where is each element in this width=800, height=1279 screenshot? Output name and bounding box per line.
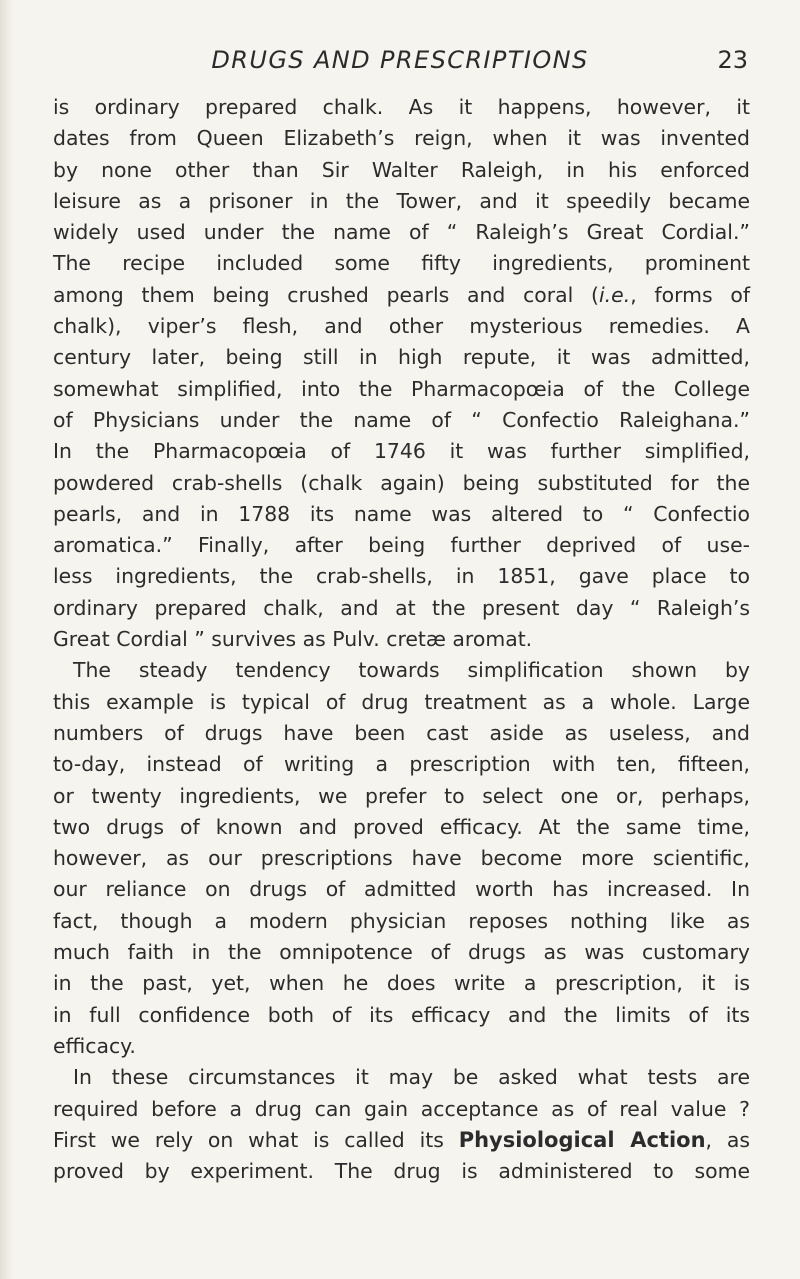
paragraph-start-line: In these circumstances it may be asked what tests are <box>73 1065 750 1090</box>
text-line: efficacy. <box>53 1033 136 1058</box>
text-line: two drugs of known and proved efficacy. At the same time, <box>53 814 750 839</box>
text-line: this example is typical of drug treatment as a whole. Large <box>53 689 750 714</box>
text-fragment: First we rely on what is called its <box>53 1127 459 1152</box>
text-line: in the past, yet, when he does write a prescription, it is <box>53 971 750 996</box>
text-line: powdered crab-shells (chalk again) being substituted for the <box>53 470 750 495</box>
text-line-with-bold <box>53 1125 750 1156</box>
text-line: The recipe included some fifty ingredients, prominent <box>53 251 750 276</box>
text-fragment: , forms of <box>630 282 750 307</box>
text-line: proved by experiment. The drug is administered to some <box>53 1159 750 1184</box>
text-line: aromatica.” Finally, after being further deprived of use- <box>53 533 750 558</box>
text-line: to-day, instead of writing a prescription with ten, fifteen, <box>53 752 750 777</box>
text-line: pearls, and in 1788 its name was altered to “ Confectio <box>53 501 750 526</box>
text-line: widely used under the name of “ Raleigh’s Great Cordial.” <box>53 220 750 245</box>
text-fragment: among them being crushed pearls and coral ( <box>53 282 600 307</box>
text-line: less ingredients, the crab-shells, in 1851, gave place to <box>53 564 750 589</box>
text-line: century later, being still in high repute, it was admitted, <box>53 345 750 370</box>
text-line: ordinary prepared chalk, and at the present day “ Raleigh’s <box>53 595 750 620</box>
page-header <box>52 46 748 82</box>
page-number: 23 <box>717 46 748 74</box>
text-line: chalk), viper’s flesh, and other mysterious remedies. A <box>53 314 750 339</box>
text-line-with-italic <box>53 280 750 311</box>
body-text <box>53 92 750 1187</box>
text-line: dates from Queen Elizabeth’s reign, when it was invented <box>53 126 750 151</box>
text-line: of Physicians under the name of “ Confectio Raleighana.” <box>53 407 750 432</box>
bold-term: Physiological Action <box>458 1127 706 1152</box>
text-line: by none other than Sir Walter Raleigh, in his enforced <box>53 157 750 182</box>
text-line: Great Cordial ” survives as Pulv. cretæ aromat. <box>53 627 533 652</box>
text-line: in full confidence both of its efficacy and the limits of its <box>53 1002 750 1027</box>
text-line: somewhat simplified, into the Pharmacopœia of the College <box>53 376 750 401</box>
running-head: DRUGS AND PRESCRIPTIONS <box>211 46 589 74</box>
text-line: is ordinary prepared chalk. As it happens, however, it <box>53 95 750 119</box>
text-line: much faith in the omnipotence of drugs as was customary <box>53 940 750 965</box>
paragraph-start-line: The steady tendency towards simplification shown by <box>73 658 750 683</box>
text-line: fact, though a modern physician reposes nothing like as <box>53 908 750 933</box>
text-line: leisure as a prisoner in the Tower, and it speedily became <box>53 188 750 213</box>
text-line: or twenty ingredients, we prefer to select one or, perhaps, <box>53 783 750 808</box>
text-line: required before a drug can gain acceptance as of real value ? <box>53 1096 750 1121</box>
text-line: our reliance on drugs of admitted worth has increased. In <box>53 877 750 902</box>
text-line: In the Pharmacopœia of 1746 it was further simplified, <box>53 439 750 464</box>
text-fragment: , as <box>705 1127 750 1152</box>
italic-abbreviation: i.e. <box>599 282 631 307</box>
text-line: numbers of drugs have been cast aside as useless, and <box>53 720 750 745</box>
page-edge-shadow <box>0 0 14 1279</box>
text-line: however, as our prescriptions have become more scientific, <box>53 846 750 871</box>
